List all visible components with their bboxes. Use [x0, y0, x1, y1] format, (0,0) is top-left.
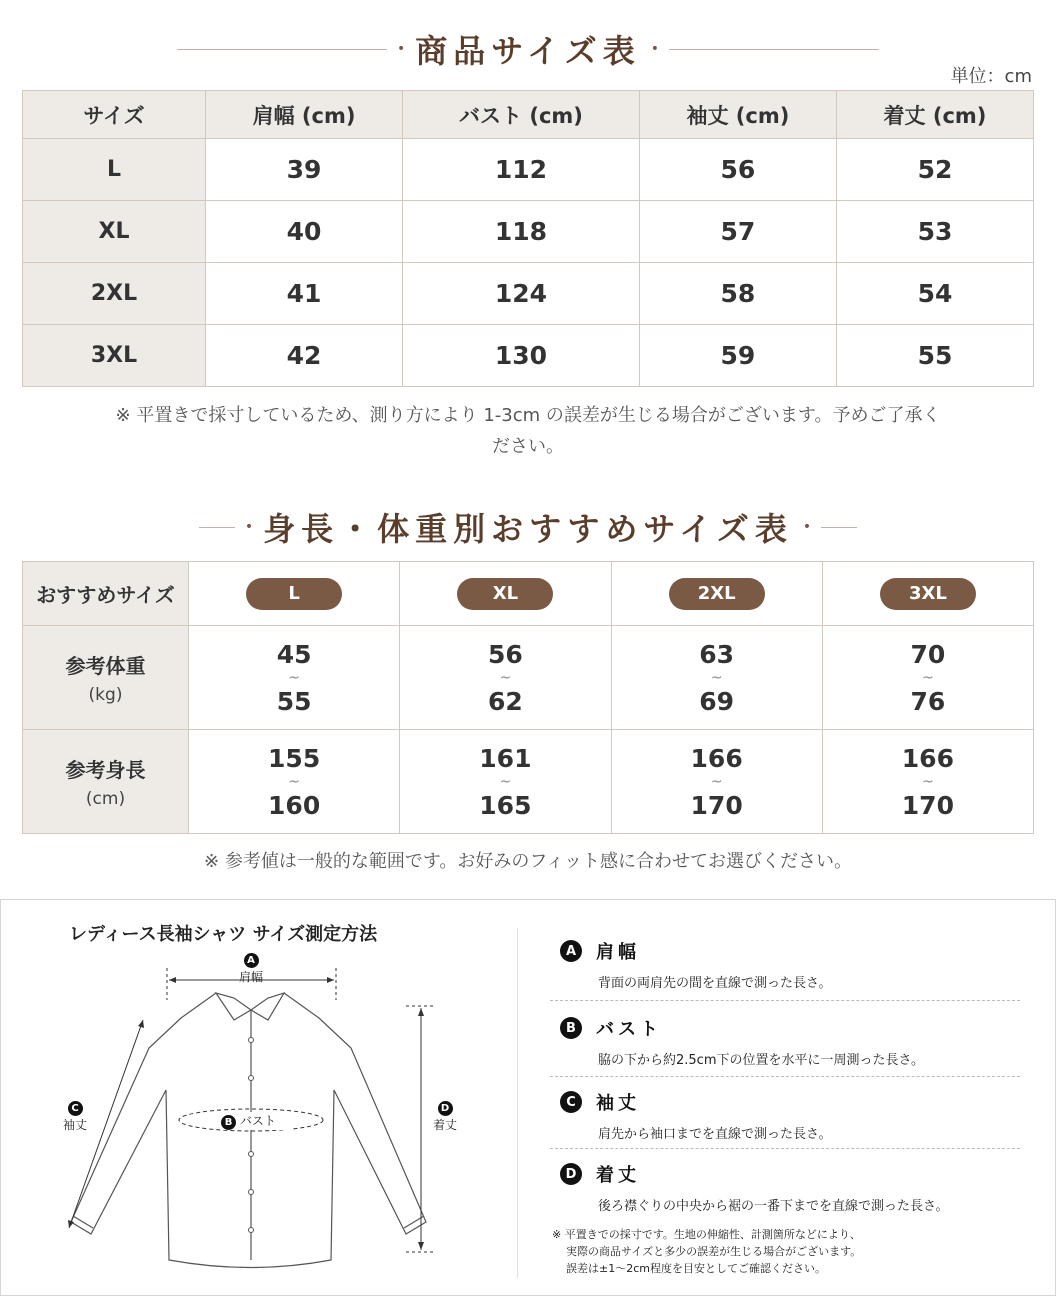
table-cell: 59 — [639, 325, 836, 387]
size-cell: L — [23, 139, 206, 201]
tilde: ~ — [922, 773, 934, 790]
size-cell: XL — [23, 201, 206, 263]
diagram-label-d — [423, 1100, 467, 1133]
height-min: 166 — [690, 743, 743, 773]
table-cell: 52 — [836, 139, 1033, 201]
size-pill: L — [246, 578, 342, 610]
height-cell — [611, 730, 822, 834]
height-row — [23, 730, 1034, 834]
table-cell: 57 — [639, 201, 836, 263]
table-cell: 41 — [206, 263, 403, 325]
measure-desc: 背面の両肩先の間を直線で測った長さ。 — [598, 976, 832, 991]
table-row — [23, 325, 1034, 387]
diagram-label-b — [221, 1112, 291, 1130]
diagram-b-text: バスト — [239, 1114, 276, 1128]
weight-min: 63 — [699, 639, 735, 669]
badge-d-icon: D — [438, 1101, 453, 1116]
height-min: 166 — [901, 743, 954, 773]
badge-c-icon: C — [68, 1101, 83, 1116]
measure-desc: 後ろ襟ぐりの中央から裾の一番下までを直線で測った長さ。 — [598, 1199, 949, 1214]
weight-label: 参考体重 — [65, 654, 146, 678]
tilde: ~ — [499, 669, 512, 686]
title-dot: • — [802, 519, 812, 535]
size-pill-cell — [822, 562, 1033, 626]
measure-label: バスト — [596, 1019, 662, 1040]
weight-min: 56 — [487, 639, 523, 669]
tilde: ~ — [710, 773, 723, 790]
weight-max: 55 — [276, 686, 312, 716]
table-row — [23, 201, 1034, 263]
item-divider — [550, 1000, 1020, 1001]
height-cell — [822, 730, 1033, 834]
size-note-line1: ※ 平置きで採寸しているため、測り方により 1-3cm の誤差が生じる場合がございます。予めご了承く — [115, 405, 941, 426]
measure-desc: 脇の下から約2.5cm下の位置を水平に一周測った長さ。 — [598, 1053, 924, 1068]
tilde: ~ — [288, 773, 300, 790]
header-bust: バスト (cm) — [403, 91, 640, 139]
weight-cell — [822, 626, 1033, 730]
badge-a-icon: A — [244, 953, 259, 968]
table-cell: 55 — [836, 325, 1033, 387]
measure-desc: 肩先から袖口までを直線で測った長さ。 — [598, 1127, 832, 1142]
measure-label: 袖丈 — [596, 1093, 640, 1114]
weight-cell — [611, 626, 822, 730]
header-length: 着丈 (cm) — [836, 91, 1033, 139]
weight-row-label — [23, 626, 189, 730]
size-note-line2: ださい。 — [492, 436, 564, 457]
title-dot: • — [244, 519, 254, 535]
height-row-label — [23, 730, 189, 834]
size-pill-cell — [400, 562, 611, 626]
fine-print — [552, 1226, 861, 1277]
diagram-c-text: 袖丈 — [62, 1118, 87, 1132]
item-divider — [550, 1076, 1020, 1077]
table-cell: 112 — [403, 139, 640, 201]
measure-item-sleeve — [560, 1089, 1020, 1142]
size-chart-title: 商品サイズ表 — [415, 32, 641, 70]
table-cell: 130 — [403, 325, 640, 387]
fine-print-line: ※ 平置きでの採寸です。生地の伸縮性、計測箇所などにより、 — [552, 1228, 861, 1241]
table-cell: 118 — [403, 201, 640, 263]
badge-a-icon: A — [560, 940, 582, 962]
tilde: ~ — [922, 669, 934, 686]
cuff-left — [73, 1216, 93, 1228]
table-cell: 40 — [206, 201, 403, 263]
header-size: サイズ — [23, 91, 206, 139]
diagram-label-a — [229, 952, 273, 985]
height-min: 155 — [268, 743, 321, 773]
size-pill: XL — [457, 578, 553, 610]
measure-item-bust — [560, 1015, 1020, 1068]
shirt-collar — [216, 993, 284, 1020]
size-pill-cell — [189, 562, 400, 626]
recommend-title-row — [0, 504, 1056, 550]
size-table — [22, 90, 1034, 387]
size-pill-cell — [611, 562, 822, 626]
measure-item-shoulder — [560, 938, 1020, 991]
weight-cell — [400, 626, 611, 730]
fine-print-line: 誤差は±1〜2cm程度を目安としてご確認ください。 — [566, 1262, 826, 1275]
height-max: 165 — [479, 790, 532, 820]
height-cell — [189, 730, 400, 834]
size-cell: 2XL — [23, 263, 206, 325]
table-row — [23, 139, 1034, 201]
diagram-d-text: 着丈 — [432, 1118, 457, 1132]
header-shoulder: 肩幅 (cm) — [206, 91, 403, 139]
height-cell — [400, 730, 611, 834]
table-cell: 124 — [403, 263, 640, 325]
weight-min: 45 — [276, 639, 312, 669]
shirt-outline — [71, 993, 426, 1268]
size-row — [23, 562, 1034, 626]
table-cell: 58 — [639, 263, 836, 325]
badge-c-icon: C — [560, 1091, 582, 1113]
height-max: 170 — [690, 790, 743, 820]
weight-cell — [189, 626, 400, 730]
table-cell: 39 — [206, 139, 403, 201]
tilde: ~ — [710, 669, 723, 686]
title-rule-right — [821, 527, 857, 528]
badge-d-icon: D — [560, 1163, 582, 1185]
tilde: ~ — [288, 669, 300, 686]
badge-b-icon: B — [560, 1017, 582, 1039]
measure-item-length — [560, 1161, 1020, 1214]
height-label: 参考身長 — [65, 758, 146, 782]
title-rule-right — [669, 49, 879, 50]
height-max: 170 — [901, 790, 954, 820]
header-sleeve: 袖丈 (cm) — [639, 91, 836, 139]
recommend-table — [22, 561, 1034, 834]
item-divider — [550, 1148, 1020, 1149]
diagram-a-text: 肩幅 — [238, 970, 263, 984]
size-note — [40, 400, 1016, 462]
weight-unit: (kg) — [88, 685, 123, 705]
size-chart-title-row — [0, 26, 1056, 72]
measure-label: 着丈 — [596, 1165, 640, 1186]
weight-min: 70 — [910, 639, 946, 669]
weight-max: 62 — [487, 686, 523, 716]
recommend-title: 身長・体重別おすすめサイズ表 — [263, 510, 793, 548]
size-table-header-row — [23, 91, 1034, 139]
weight-max: 69 — [699, 686, 735, 716]
weight-max: 76 — [910, 686, 946, 716]
table-cell: 53 — [836, 201, 1033, 263]
table-cell: 56 — [639, 139, 836, 201]
title-dot: • — [397, 41, 406, 57]
size-row-label: おすすめサイズ — [23, 562, 189, 626]
table-cell: 42 — [206, 325, 403, 387]
size-pill: 2XL — [669, 578, 765, 610]
size-cell: 3XL — [23, 325, 206, 387]
table-cell: 54 — [836, 263, 1033, 325]
table-row — [23, 263, 1034, 325]
tilde: ~ — [499, 773, 512, 790]
title-rule-left — [177, 49, 387, 50]
weight-row — [23, 626, 1034, 730]
badge-b-icon: B — [221, 1115, 236, 1130]
fine-print-line: 実際の商品サイズと多少の誤差が生じる場合がございます。 — [566, 1245, 862, 1258]
measure-label: 肩幅 — [596, 942, 640, 963]
unit-label: 単位：cm — [950, 66, 1032, 87]
recommend-note: ※ 参考値は一般的な範囲です。お好みのフィット感に合わせてお選びください。 — [204, 851, 852, 872]
title-rule-left — [199, 527, 235, 528]
diagram-label-c — [53, 1100, 97, 1133]
measurement-title: レディース長袖シャツ サイズ測定方法 — [69, 924, 378, 945]
height-unit: (cm) — [85, 789, 126, 809]
size-pill: 3XL — [880, 578, 976, 610]
height-max: 160 — [268, 790, 321, 820]
height-min: 161 — [479, 743, 532, 773]
title-dot: • — [650, 41, 659, 57]
